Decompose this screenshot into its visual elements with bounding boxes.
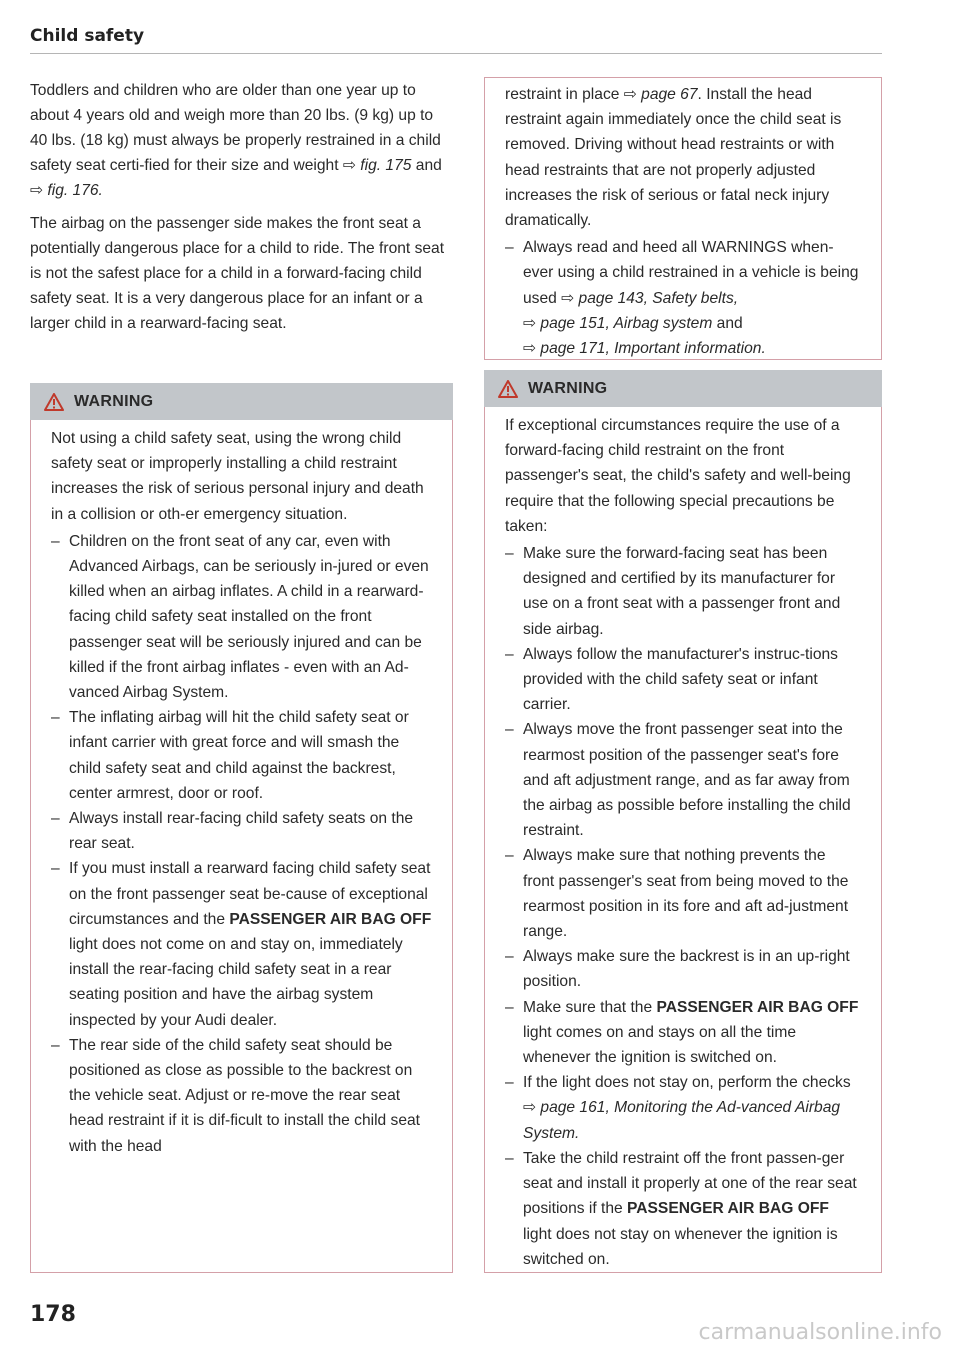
list-item: – If you must install a rearward facing child safety seat on the front passenger seat be-cause of exceptional circumstances and the PASSENGER AIR BAG OFF light does not come on and stay on, immediately install the rear-facing child safety seat in a rear seating position and have the airbag system inspected by your Audi dealer.: [51, 856, 432, 1032]
page-161-link[interactable]: ⇨ page 161, Monitoring the Ad-vanced Airbag System.: [523, 1099, 841, 1142]
list-item: – Always make sure that nothing prevents the front passenger's seat from being moved to the rearmost position in its fore and aft ad-justment range.: [505, 843, 861, 944]
fig-176-link[interactable]: ⇨ fig. 176.: [30, 182, 103, 199]
warning-header: [30, 383, 453, 420]
watermark: carmanualsonline.info: [698, 1320, 942, 1345]
warning-body: [30, 420, 453, 1273]
fig-175-link[interactable]: ⇨ fig. 175: [342, 157, 412, 174]
list-item: – Take the child restraint off the front passen-ger seat and install it properly at one of the rear seat positions if the PASSENGER AIR BAG OFF light does not stay on whenever the ignition is switched on.: [505, 1146, 861, 1272]
list-item: – If the light does not stay on, perform the checks ⇨ page 161, Monitoring the Ad-vanced Airbag System.: [505, 1070, 861, 1146]
intro-paragraph-2: The airbag on the passenger side makes the front seat a potentially dangerous place for a child to ride. The front seat is not the safest place for a child in a forward-facing child safety seat. It is a very dangerous place for an infant or a larger child in a rearward-facing seat.: [30, 215, 445, 332]
warning-box-left: [30, 383, 453, 1273]
warning-box-right: [484, 370, 882, 1273]
intro-paragraph-1: Toddlers and children who are older than one year up to about 4 years old and weigh more than 20 lbs. (9 kg) up to 40 lbs. (18 kg) must always be properly restrained in a child safety seat certi-fied for their size and weight ⇨ fig. 175 and ⇨ fig. 176.: [30, 82, 442, 199]
warning-list: [505, 541, 861, 1272]
warning-intro: If exceptional circumstances require the use of a forward-facing child restraint on the front passenger's seat, the child's safety and well-being require that the following special precautions be taken:: [505, 417, 851, 535]
section-title: Child safety: [30, 26, 145, 46]
list-item: – Always install rear-facing child safety seats on the rear seat.: [51, 806, 432, 856]
header-divider: [30, 53, 882, 54]
warning-body: [484, 407, 882, 1273]
warning-continued-body: [484, 77, 882, 360]
list-item: – Always make sure the backrest is in an up-right position.: [505, 944, 861, 994]
page-67-link[interactable]: ⇨ page 67: [623, 86, 698, 103]
intro-text: [30, 78, 453, 344]
list-item: – Always follow the manufacturer's instruc-tions provided with the child safety seat or infant carrier.: [505, 642, 861, 718]
warning-list: [51, 529, 432, 1159]
warning-label: WARNING: [528, 379, 608, 397]
list-item: – The rear side of the child safety seat should be positioned as close as possible to the backrest on the vehicle seat. Adjust or re-move the rear seat head restraint if it is dif-ficult to install the child seat with the head: [51, 1033, 432, 1159]
continued-list: [505, 235, 861, 361]
list-item: – Make sure the forward-facing seat has been designed and certified by its manufacturer for use on a front seat with a passenger front and side airbag.: [505, 541, 861, 642]
warning-label: WARNING: [74, 392, 154, 410]
warning-triangle-icon: [44, 393, 64, 411]
page-151-link[interactable]: ⇨ page 151, Airbag system: [523, 314, 713, 332]
page-number: 178: [30, 1302, 76, 1327]
list-item: – Children on the front seat of any car, even with Advanced Airbags, can be seriously in-jured or even killed when an airbag inflates. A child in a rearward-facing child safety seat installed on the front passenger seat will be seriously injured and can be killed if the front airbag inflates - even with an Ad-vanced Airbag System.: [51, 529, 432, 705]
list-item: – The inflating airbag will hit the child safety seat or infant carrier with great force and will smash the child safety seat and child against the backrest, center armrest, door or roof.: [51, 705, 432, 806]
warning-triangle-icon: [498, 380, 518, 398]
warning-continued-box: [484, 77, 882, 360]
warning-header: [484, 370, 882, 407]
list-item: – Make sure that the PASSENGER AIR BAG OFF light comes on and stays on all the time whenever the ignition is switched on.: [505, 995, 861, 1071]
warning-intro: Not using a child safety seat, using the wrong child safety seat or improperly installing a child restraint increases the risk of serious personal injury and death in a collision or oth-er emergency situation.: [51, 430, 424, 523]
page-143-link[interactable]: ⇨ page 143, Safety belts,: [561, 289, 739, 307]
list-item: – Always move the front passenger seat into the rearmost position of the passenger seat's fore and aft adjustment range, and as far away from the airbag as possible before installing the child restraint.: [505, 717, 861, 843]
continued-paragraph: restraint in place ⇨ page 67. Install the head restraint again immediately once the child seat is removed. Driving without head restraints or with head restraints that are not properly adjusted increases the risk of serious or fatal neck injury dramatically.: [505, 86, 842, 230]
list-item: – Always read and heed all WARNINGS when-ever using a child restrained in a vehicle is being used ⇨ page 143, Safety belts, ⇨ page 151, Airbag system and ⇨ page 171, Important information.: [505, 235, 861, 361]
page-171-link[interactable]: ⇨ page 171, Important information.: [523, 340, 766, 358]
